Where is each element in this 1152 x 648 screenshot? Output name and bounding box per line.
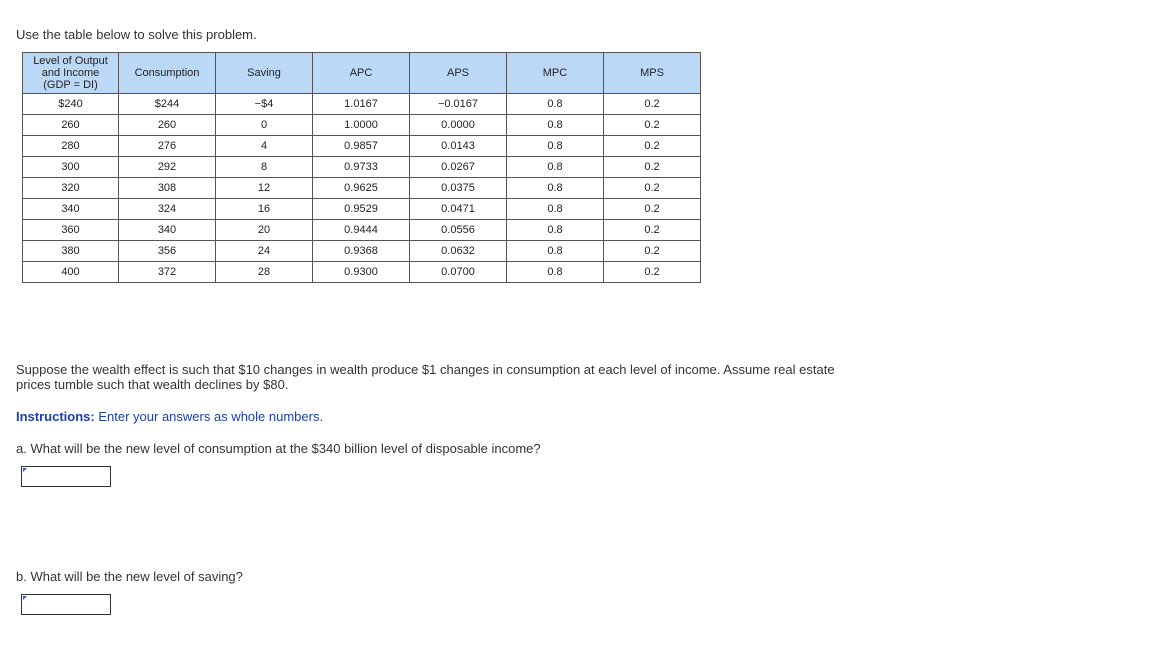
cell-consumption: 340: [119, 220, 216, 241]
cell-consumption: 356: [119, 241, 216, 262]
cell-saving: 16: [216, 199, 313, 220]
cell-mpc: 0.8: [507, 136, 604, 157]
header-output-income: [23, 53, 119, 94]
cell-aps: 0.0267: [410, 157, 507, 178]
answer-a-input[interactable]: [21, 466, 111, 487]
cell-output: 380: [23, 241, 119, 262]
cell-mpc: 0.8: [507, 199, 604, 220]
cell-apc: 0.9857: [313, 136, 410, 157]
cell-apc: 1.0167: [313, 94, 410, 115]
cell-saving: 28: [216, 262, 313, 283]
cell-saving: 8: [216, 157, 313, 178]
cell-apc: 0.9733: [313, 157, 410, 178]
cell-consumption: 260: [119, 115, 216, 136]
cell-output: 320: [23, 178, 119, 199]
cell-output: 360: [23, 220, 119, 241]
cell-mpc: 0.8: [507, 157, 604, 178]
table-row: [23, 94, 701, 115]
cell-mps: 0.2: [604, 136, 701, 157]
cell-saving: 12: [216, 178, 313, 199]
input-corner-marker-icon: [23, 468, 27, 472]
table-row: [23, 262, 701, 283]
input-corner-marker-icon: [23, 596, 27, 600]
cell-aps: 0.0375: [410, 178, 507, 199]
cell-apc: 0.9368: [313, 241, 410, 262]
cell-apc: 0.9444: [313, 220, 410, 241]
header-output-line-2: and Income: [41, 67, 100, 79]
header-apc: APC: [313, 53, 410, 94]
instructions-label: Instructions:: [16, 409, 95, 424]
cell-saving: −$4: [216, 94, 313, 115]
table-row: [23, 220, 701, 241]
cell-apc: 0.9300: [313, 262, 410, 283]
cell-consumption: 308: [119, 178, 216, 199]
cell-apc: 0.9625: [313, 178, 410, 199]
cell-aps: 0.0471: [410, 199, 507, 220]
cell-mps: 0.2: [604, 178, 701, 199]
cell-aps: 0.0700: [410, 262, 507, 283]
cell-mps: 0.2: [604, 220, 701, 241]
problem-statement: Suppose the wealth effect is such that $10 changes in wealth produce $1 changes in consumption at each level of income. Assume real estate prices tumble such that wealth declines by $80.: [16, 362, 835, 392]
instructions: [16, 409, 323, 424]
cell-mpc: 0.8: [507, 262, 604, 283]
cell-saving: 4: [216, 136, 313, 157]
table-row: [23, 157, 701, 178]
cell-mpc: 0.8: [507, 94, 604, 115]
cell-output: 340: [23, 199, 119, 220]
data-table: [22, 52, 701, 283]
cell-consumption: $244: [119, 94, 216, 115]
cell-aps: 0.0143: [410, 136, 507, 157]
cell-output: 260: [23, 115, 119, 136]
header-consumption: Consumption: [119, 53, 216, 94]
cell-output: 280: [23, 136, 119, 157]
cell-aps: −0.0167: [410, 94, 507, 115]
cell-mps: 0.2: [604, 199, 701, 220]
cell-aps: 0.0000: [410, 115, 507, 136]
cell-consumption: 276: [119, 136, 216, 157]
header-output-line-3: (GDP = DI): [43, 79, 98, 91]
table-row: [23, 241, 701, 262]
intro-text: Use the table below to solve this problem.: [16, 27, 257, 42]
header-mps: MPS: [604, 53, 701, 94]
cell-mpc: 0.8: [507, 115, 604, 136]
instructions-text: Enter your answers as whole numbers.: [98, 409, 324, 424]
cell-consumption: 292: [119, 157, 216, 178]
cell-mps: 0.2: [604, 157, 701, 178]
table-row: [23, 115, 701, 136]
cell-output: $240: [23, 94, 119, 115]
cell-saving: 20: [216, 220, 313, 241]
table-row: [23, 199, 701, 220]
cell-aps: 0.0556: [410, 220, 507, 241]
cell-mps: 0.2: [604, 262, 701, 283]
cell-output: 300: [23, 157, 119, 178]
cell-output: 400: [23, 262, 119, 283]
header-aps: APS: [410, 53, 507, 94]
header-saving: Saving: [216, 53, 313, 94]
cell-mps: 0.2: [604, 241, 701, 262]
cell-aps: 0.0632: [410, 241, 507, 262]
question-a: a. What will be the new level of consumption at the $340 billion level of disposable income?: [16, 441, 541, 456]
cell-mpc: 0.8: [507, 241, 604, 262]
table-row: [23, 178, 701, 199]
cell-consumption: 372: [119, 262, 216, 283]
cell-consumption: 324: [119, 199, 216, 220]
cell-apc: 0.9529: [313, 199, 410, 220]
cell-mps: 0.2: [604, 115, 701, 136]
table-row: [23, 136, 701, 157]
cell-mpc: 0.8: [507, 220, 604, 241]
answer-b-input[interactable]: [21, 594, 111, 615]
question-b: b. What will be the new level of saving?: [16, 569, 243, 584]
table-header-row: [23, 53, 701, 94]
cell-mps: 0.2: [604, 94, 701, 115]
header-mpc: MPC: [507, 53, 604, 94]
header-output-line-1: Level of Output: [33, 55, 108, 67]
cell-mpc: 0.8: [507, 178, 604, 199]
cell-saving: 24: [216, 241, 313, 262]
cell-saving: 0: [216, 115, 313, 136]
cell-apc: 1.0000: [313, 115, 410, 136]
